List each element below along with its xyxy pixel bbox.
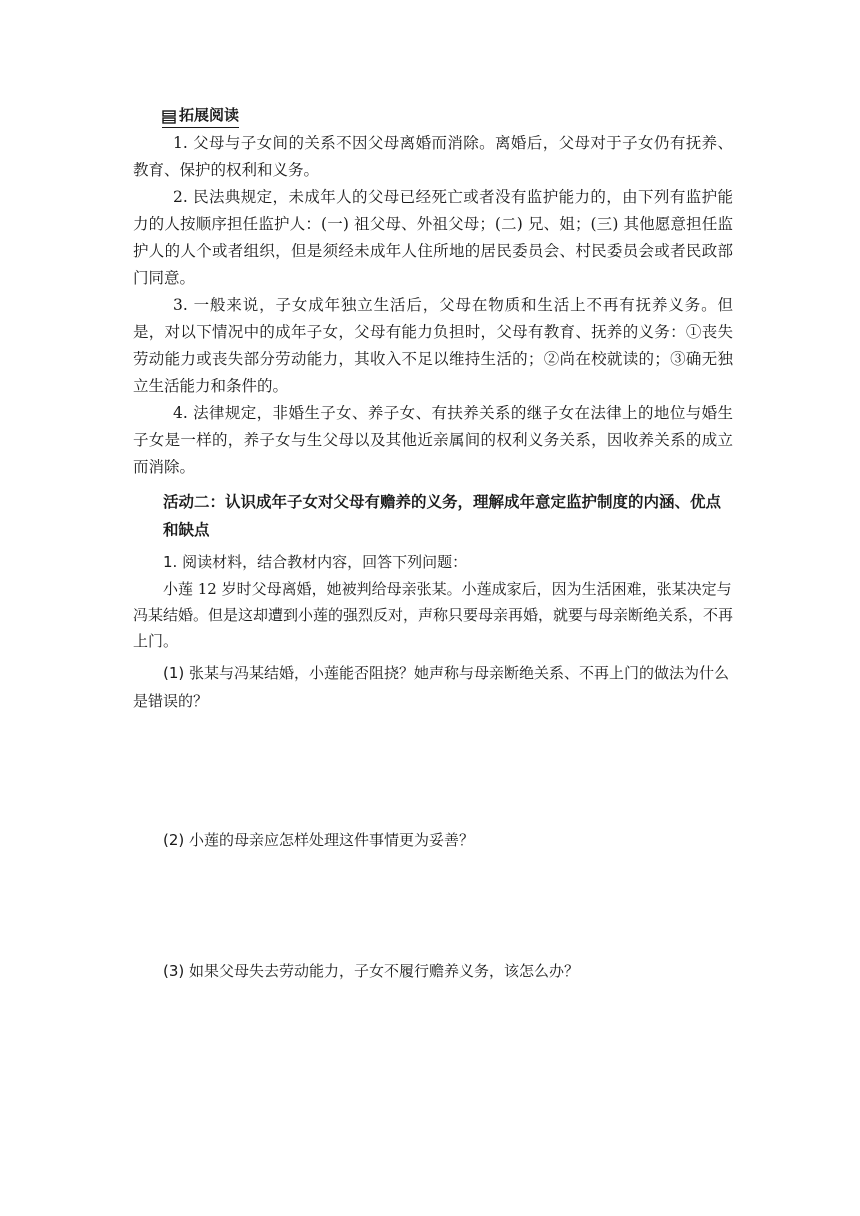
extended-reading-header xyxy=(162,104,239,128)
reading-paragraph-2: 2. 民法典规定，未成年人的父母已经死亡或者没有监护能力的，由下列有监护能力的人按顺序担任监护人：(一) 祖父母、外祖父母；(二) 兄、姐；(三) 其他愿意担任监护人的人个或者组织，但是须经未成年人住所地的居民委员会、村民委员会或者民政部门同意。 xyxy=(133,188,733,287)
reading-paragraph-4: 4. 法律规定，非婚生子女、养子女、有扶养关系的继子女在法律上的地位与婚生子女是一样的，养子女与生父母以及其他近亲属间的权利义务关系，因收养关系的成立而消除。 xyxy=(133,404,733,476)
activity-material: 小莲 12 岁时父母离婚，她被判给母亲张某。小莲成家后，因为生活困难，张某决定与冯某结婚。但是这却遭到小莲的强烈反对，声称只要母亲再婚，就要与母亲断绝关系，不再上门。 xyxy=(133,580,734,650)
question-2: (2) 小莲的母亲应怎样处理这件事情更为妥善？ xyxy=(163,831,475,849)
reading-paragraph-1: 1. 父母与子女间的关系不因父母离婚而消除。离婚后，父母对于子女仍有抚养、教育、保护的权利和义务。 xyxy=(133,134,733,179)
reading-paragraph-3: 3. 一般来说，子女成年独立生活后，父母在物质和生活上不再有抚养义务。但是，对以下情况中的成年子女，父母有能力负担时，父母有教育、抚养的义务：①丧失劳动能力或丧失部分劳动能力，其收入不足以维持生活的；②尚在校就读的；③确无独立生活能力和条件的。 xyxy=(133,296,733,395)
activity-title: 活动二：认识成年子女对父母有赡养的义务，理解成年意定监护制度的内涵、优点和缺点 xyxy=(163,493,722,539)
extended-reading-title: 拓展阅读 xyxy=(179,106,240,124)
question-1: (1) 张某与冯某结婚，小莲能否阻挠？她声称与母亲断绝关系、不再上门的做法为什么是错误的？ xyxy=(133,664,730,710)
activity-instruction: 1. 阅读材料，结合教材内容，回答下列问题： xyxy=(163,553,468,571)
question-3: (3) 如果父母失去劳动能力，子女不履行赡养义务，该怎么办？ xyxy=(163,962,580,980)
book-icon xyxy=(162,108,176,122)
